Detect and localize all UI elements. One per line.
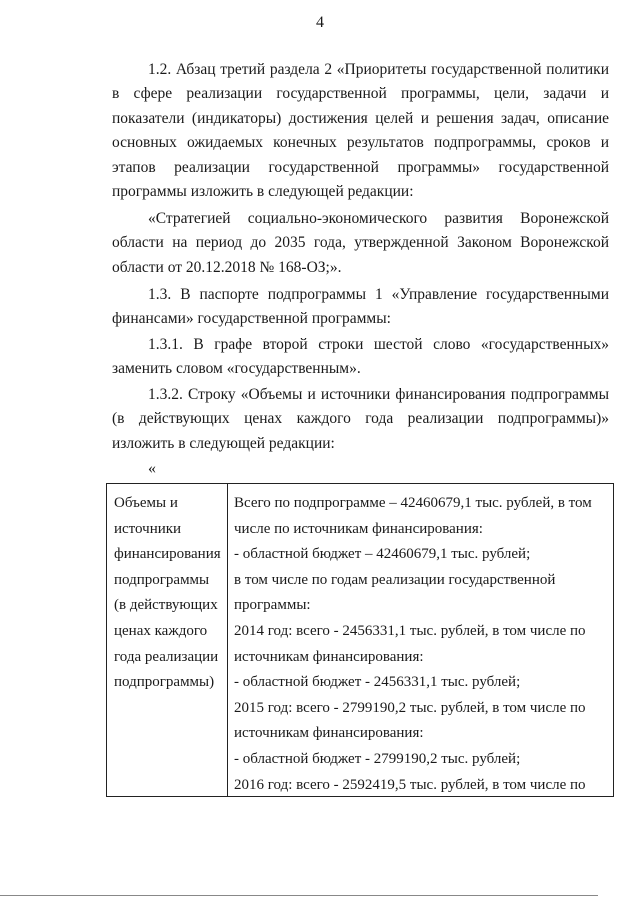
right-cell-line: числе по источникам финансирования: [234,520,483,537]
table-right-cell [234,491,612,798]
right-cell-line: - областной бюджет - 2799190,2 тыс. рублей; [234,750,521,767]
right-cell-line: - областной бюджет - 2456331,1 тыс. рублей; [234,674,521,691]
right-cell-line: - областной бюджет – 42460679,1 тыс. рублей; [234,546,531,563]
left-cell-line: года реализации [114,648,219,665]
right-cell-line: 2014 год: всего - 2456331,1 тыс. рублей, в том числе по [234,622,586,639]
paragraph-1-2: 1.2. Абзац третий раздела 2 «Приоритеты государственной политики в сфере реализации государственной программы, цели, задачи и показатели (индикаторы) достижения целей и решения задач, описание основных ожидаемых конечных результатов подпрограммы, сроков и этапов реализации государственной программы» государственной программы изложить в следующей редакции: [112,61,609,201]
left-cell-line: источники [114,520,182,537]
left-cell-line: (в действующих [114,597,218,614]
paragraph-1-3-1: 1.3.1. В графе второй строки шестой слово «государственных» заменить словом «государственным». [112,336,609,378]
left-cell-line: Объемы и [114,495,178,511]
paragraph-1-3: 1.3. В паспорте подпрограммы 1 «Управление государственными финансами» государственной программы: [112,286,609,328]
right-cell-line: Всего по подпрограмме – 42460679,1 тыс. рублей, в том [234,495,592,511]
right-cell-line: в том числе по годам реализации государственной [234,571,556,588]
left-cell-line: ценах каждого [114,622,208,639]
right-cell-line: 2016 год: всего - 2592419,5 тыс. рублей, в том числе по [234,776,586,793]
right-cell-line: 2015 год: всего - 2799190,2 тыс. рублей, в том числе по [234,699,586,716]
paragraph-strategy-quote: «Стратегией социально-экономического развития Воронежской области на период до 2035 года, утвержденной Законом Воронежской области от 20.12.2018 № 168-ОЗ;». [112,210,609,276]
table-left-cell [114,491,226,696]
paragraph-1-3-2: 1.3.2. Строку «Объемы и источники финансирования подпрограммы (в действующих ценах каждого года реализации подпрограммы)» изложить в следующей редакции: [112,386,609,452]
left-cell-line: подпрограммы) [114,674,215,691]
footer-rule [0,895,598,896]
right-cell-line: программы: [234,597,311,614]
opening-quote-mark: « [148,460,156,477]
left-cell-line: подпрограммы [114,571,210,588]
right-cell-line: источникам финансирования: [234,648,424,665]
financing-table [106,483,614,797]
page-number: 4 [316,14,324,31]
left-cell-line: финансирования [114,546,221,563]
table-column-divider [227,484,228,796]
right-cell-line: источникам финансирования: [234,725,424,742]
